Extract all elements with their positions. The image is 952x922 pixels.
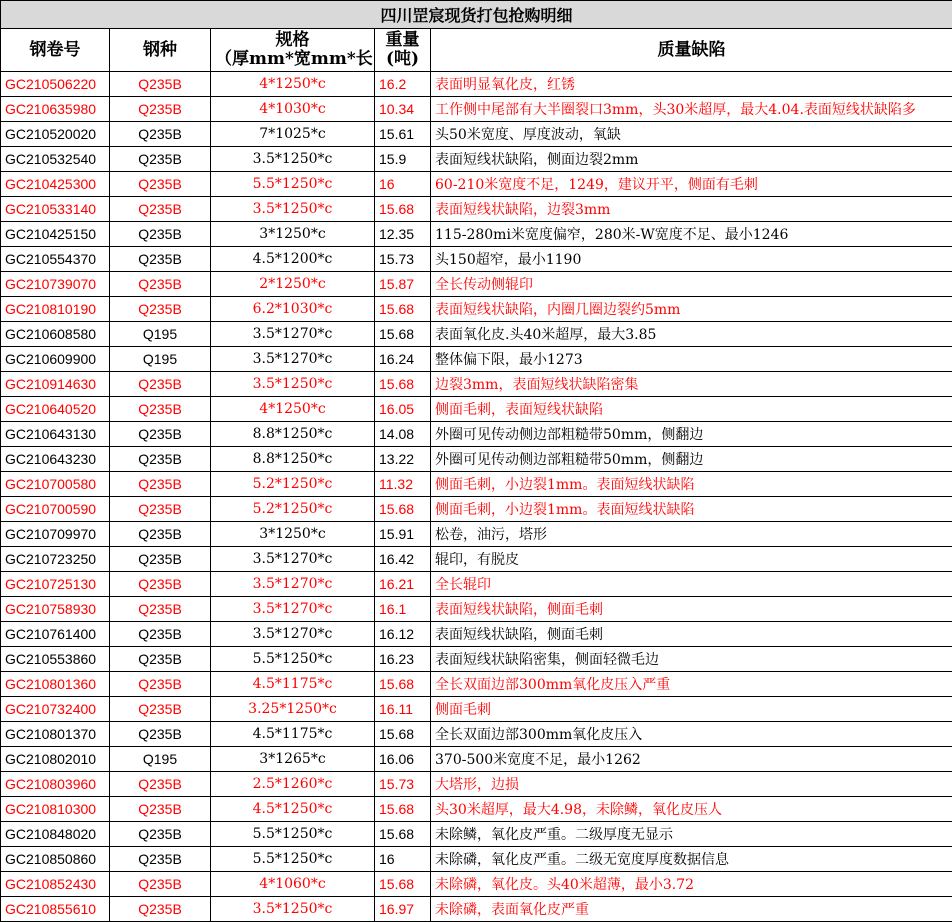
cell-defect: 侧面毛刺，小边裂1mm。表面短线状缺陷 xyxy=(431,472,952,497)
cell-defect: 外圈可见传动侧边部粗糙带50mm，侧翻边 xyxy=(431,447,952,472)
cell-coil-no: GC210802010 xyxy=(1,747,110,772)
cell-grade: Q235B xyxy=(110,297,211,322)
cell-defect: 60-210米宽度不足，1249，建议开平，侧面有毛刺 xyxy=(431,172,952,197)
cell-weight: 15.68 xyxy=(375,497,431,522)
cell-coil-no: GC210700590 xyxy=(1,497,110,522)
cell-coil-no: GC210635980 xyxy=(1,97,110,122)
cell-defect: 侧面毛刺，表面短线状缺陷 xyxy=(431,397,952,422)
cell-defect: 头150超窄，最小1190 xyxy=(431,247,952,272)
table-row xyxy=(1,797,952,822)
cell-defect: 表面短线状缺陷密集，侧面轻微毛边 xyxy=(431,647,952,672)
header-weight-line1: 重量 xyxy=(379,31,426,50)
cell-defect: 侧面毛刺 xyxy=(431,697,952,722)
table-row xyxy=(1,297,952,322)
table-row xyxy=(1,847,952,872)
cell-grade: Q235B xyxy=(110,672,211,697)
cell-weight: 15.61 xyxy=(375,122,431,147)
cell-grade: Q235B xyxy=(110,97,211,122)
cell-weight: 15.73 xyxy=(375,247,431,272)
cell-weight: 16 xyxy=(375,847,431,872)
cell-spec: 3.5*1250*c xyxy=(211,147,375,172)
cell-coil-no: GC210608580 xyxy=(1,322,110,347)
cell-spec: 5.2*1250*c xyxy=(211,472,375,497)
cell-defect: 整体偏下限，最小1273 xyxy=(431,347,952,372)
table-row xyxy=(1,397,952,422)
cell-grade: Q235B xyxy=(110,372,211,397)
cell-spec: 3.25*1250*c xyxy=(211,697,375,722)
cell-weight: 11.32 xyxy=(375,472,431,497)
cell-spec: 3.5*1270*c xyxy=(211,597,375,622)
table-row xyxy=(1,322,952,347)
cell-grade: Q235B xyxy=(110,497,211,522)
table-row xyxy=(1,447,952,472)
cell-grade: Q235B xyxy=(110,172,211,197)
cell-spec: 4*1250*c xyxy=(211,72,375,97)
cell-spec: 5.5*1250*c xyxy=(211,847,375,872)
cell-defect: 表面短线状缺陷，内圈几圈边裂约5mm xyxy=(431,297,952,322)
cell-spec: 3.5*1270*c xyxy=(211,572,375,597)
cell-grade: Q235B xyxy=(110,872,211,897)
table-row xyxy=(1,722,952,747)
cell-grade: Q235B xyxy=(110,247,211,272)
cell-coil-no: GC210520020 xyxy=(1,122,110,147)
cell-grade: Q235B xyxy=(110,772,211,797)
cell-weight: 16.97 xyxy=(375,897,431,922)
cell-defect: 115-280mi米宽度偏窄，280米-W宽度不足、最小1246 xyxy=(431,222,952,247)
cell-spec: 8.8*1250*c xyxy=(211,447,375,472)
table-row xyxy=(1,172,952,197)
cell-spec: 4.5*1175*c xyxy=(211,722,375,747)
cell-grade: Q235B xyxy=(110,397,211,422)
cell-spec: 5.5*1250*c xyxy=(211,647,375,672)
cell-grade: Q235B xyxy=(110,272,211,297)
cell-spec: 3*1250*c xyxy=(211,222,375,247)
cell-weight: 16.06 xyxy=(375,747,431,772)
cell-spec: 5.2*1250*c xyxy=(211,497,375,522)
cell-weight: 15.68 xyxy=(375,822,431,847)
header-spec-line2: （厚mm*宽mm*长 xyxy=(215,50,370,69)
cell-spec: 3*1250*c xyxy=(211,522,375,547)
cell-defect: 头30米超厚，最大4.98，未除鳞，氧化皮压人 xyxy=(431,797,952,822)
table-row xyxy=(1,897,952,922)
cell-coil-no: GC210553860 xyxy=(1,647,110,672)
cell-spec: 3.5*1270*c xyxy=(211,622,375,647)
table-row xyxy=(1,772,952,797)
cell-spec: 8.8*1250*c xyxy=(211,422,375,447)
cell-defect: 头50米宽度、厚度波动，氧缺 xyxy=(431,122,952,147)
cell-weight: 15.9 xyxy=(375,147,431,172)
cell-defect: 工作侧中尾部有大半圈裂口3mm，头30米超厚，最大4.04.表面短线状缺陷多 xyxy=(431,97,952,122)
cell-defect: 表面短线状缺陷，侧面毛刺 xyxy=(431,597,952,622)
cell-coil-no: GC210850860 xyxy=(1,847,110,872)
cell-spec: 2*1250*c xyxy=(211,272,375,297)
table-row xyxy=(1,422,952,447)
cell-coil-no: GC210506220 xyxy=(1,72,110,97)
cell-spec: 5.5*1250*c xyxy=(211,172,375,197)
cell-coil-no: GC210643230 xyxy=(1,447,110,472)
cell-coil-no: GC210533140 xyxy=(1,197,110,222)
cell-defect: 未除鳞，氧化皮严重。二级厚度无显示 xyxy=(431,822,952,847)
table-row xyxy=(1,497,952,522)
cell-weight: 15.68 xyxy=(375,797,431,822)
cell-grade: Q235B xyxy=(110,622,211,647)
cell-coil-no: GC210640520 xyxy=(1,397,110,422)
cell-weight: 16.42 xyxy=(375,547,431,572)
cell-spec: 7*1025*c xyxy=(211,122,375,147)
cell-weight: 15.87 xyxy=(375,272,431,297)
cell-grade: Q235B xyxy=(110,422,211,447)
cell-grade: Q235B xyxy=(110,522,211,547)
cell-grade: Q235B xyxy=(110,147,211,172)
cell-weight: 14.08 xyxy=(375,422,431,447)
cell-coil-no: GC210848020 xyxy=(1,822,110,847)
cell-grade: Q235B xyxy=(110,722,211,747)
cell-defect: 外圈可见传动侧边部粗糙带50mm，侧翻边 xyxy=(431,422,952,447)
cell-grade: Q235B xyxy=(110,572,211,597)
cell-weight: 16.21 xyxy=(375,572,431,597)
cell-defect: 表面氧化皮.头40米超厚，最大3.85 xyxy=(431,322,952,347)
cell-grade: Q235B xyxy=(110,122,211,147)
cell-spec: 6.2*1030*c xyxy=(211,297,375,322)
table-row xyxy=(1,347,952,372)
table-row xyxy=(1,372,952,397)
cell-weight: 16.11 xyxy=(375,697,431,722)
table-row xyxy=(1,622,952,647)
table-row xyxy=(1,822,952,847)
cell-grade: Q235B xyxy=(110,822,211,847)
cell-grade: Q235B xyxy=(110,197,211,222)
cell-grade: Q235B xyxy=(110,447,211,472)
table-row xyxy=(1,97,952,122)
cell-spec: 3.5*1270*c xyxy=(211,347,375,372)
cell-coil-no: GC210725130 xyxy=(1,572,110,597)
cell-weight: 13.22 xyxy=(375,447,431,472)
table-row xyxy=(1,597,952,622)
cell-grade: Q195 xyxy=(110,347,211,372)
cell-defect: 全长双面边部300mm氧化皮压入 xyxy=(431,722,952,747)
table-row xyxy=(1,247,952,272)
header-spec xyxy=(211,29,375,72)
cell-spec: 4*1030*c xyxy=(211,97,375,122)
table-row xyxy=(1,222,952,247)
cell-grade: Q235B xyxy=(110,547,211,572)
table-row xyxy=(1,72,952,97)
cell-grade: Q235B xyxy=(110,697,211,722)
table-row xyxy=(1,747,952,772)
cell-coil-no: GC210810300 xyxy=(1,797,110,822)
cell-grade: Q235B xyxy=(110,847,211,872)
cell-weight: 15.68 xyxy=(375,872,431,897)
table-row xyxy=(1,672,952,697)
table-row xyxy=(1,472,952,497)
cell-weight: 16.24 xyxy=(375,347,431,372)
cell-spec: 3.5*1250*c xyxy=(211,197,375,222)
cell-coil-no: GC210532540 xyxy=(1,147,110,172)
cell-spec: 3*1265*c xyxy=(211,747,375,772)
cell-weight: 15.68 xyxy=(375,197,431,222)
cell-weight: 16.23 xyxy=(375,647,431,672)
cell-spec: 5.5*1250*c xyxy=(211,822,375,847)
cell-spec: 3.5*1270*c xyxy=(211,547,375,572)
table-row xyxy=(1,872,952,897)
cell-coil-no: GC210732400 xyxy=(1,697,110,722)
cell-spec: 3.5*1250*c xyxy=(211,372,375,397)
cell-defect: 未除磷，氧化皮严重。二级无宽度厚度数据信息 xyxy=(431,847,952,872)
cell-weight: 15.68 xyxy=(375,672,431,697)
cell-coil-no: GC210855610 xyxy=(1,897,110,922)
cell-coil-no: GC210803960 xyxy=(1,772,110,797)
cell-spec: 4*1060*c xyxy=(211,872,375,897)
cell-coil-no: GC210810190 xyxy=(1,297,110,322)
cell-grade: Q235B xyxy=(110,222,211,247)
header-defect: 质量缺陷 xyxy=(431,29,952,72)
cell-defect: 表面短线状缺陷，边裂3mm xyxy=(431,197,952,222)
table-row xyxy=(1,647,952,672)
table-row xyxy=(1,122,952,147)
cell-spec: 4*1250*c xyxy=(211,397,375,422)
cell-defect: 松卷，油污，塔形 xyxy=(431,522,952,547)
cell-weight: 15.91 xyxy=(375,522,431,547)
cell-defect: 大塔形，边损 xyxy=(431,772,952,797)
cell-spec: 4.5*1250*c xyxy=(211,797,375,822)
cell-weight: 16.1 xyxy=(375,597,431,622)
cell-defect: 表面短线状缺陷，侧面边裂2mm xyxy=(431,147,952,172)
cell-spec: 3.5*1250*c xyxy=(211,897,375,922)
header-row xyxy=(1,29,952,72)
cell-grade: Q235B xyxy=(110,72,211,97)
header-spec-line1: 规格 xyxy=(215,31,370,50)
cell-defect: 表面短线状缺陷，侧面毛刺 xyxy=(431,622,952,647)
cell-defect: 侧面毛刺，小边裂1mm。表面短线状缺陷 xyxy=(431,497,952,522)
cell-weight: 16.05 xyxy=(375,397,431,422)
cell-weight: 12.35 xyxy=(375,222,431,247)
cell-coil-no: GC210709970 xyxy=(1,522,110,547)
cell-defect: 辊印，有脱皮 xyxy=(431,547,952,572)
cell-defect: 表面明显氧化皮，红锈 xyxy=(431,72,952,97)
cell-coil-no: GC210723250 xyxy=(1,547,110,572)
cell-coil-no: GC210761400 xyxy=(1,622,110,647)
cell-grade: Q235B xyxy=(110,647,211,672)
cell-coil-no: GC210758930 xyxy=(1,597,110,622)
cell-coil-no: GC210609900 xyxy=(1,347,110,372)
cell-defect: 未除磷，表面氧化皮严重 xyxy=(431,897,952,922)
header-coil-no: 钢卷号 xyxy=(1,29,110,72)
cell-weight: 16.2 xyxy=(375,72,431,97)
table-row xyxy=(1,197,952,222)
cell-defect: 全长双面边部300mm氧化皮压入严重 xyxy=(431,672,952,697)
header-grade: 钢种 xyxy=(110,29,211,72)
cell-grade: Q235B xyxy=(110,797,211,822)
cell-coil-no: GC210425300 xyxy=(1,172,110,197)
cell-weight: 15.68 xyxy=(375,297,431,322)
title-row xyxy=(1,1,952,29)
cell-spec: 3.5*1270*c xyxy=(211,322,375,347)
cell-coil-no: GC210739070 xyxy=(1,272,110,297)
cell-weight: 15.68 xyxy=(375,372,431,397)
header-weight xyxy=(375,29,431,72)
cell-weight: 15.68 xyxy=(375,322,431,347)
cell-spec: 2.5*1260*c xyxy=(211,772,375,797)
cell-weight: 16 xyxy=(375,172,431,197)
cell-coil-no: GC210914630 xyxy=(1,372,110,397)
cell-weight: 15.68 xyxy=(375,722,431,747)
table-row xyxy=(1,572,952,597)
table-row xyxy=(1,272,952,297)
cell-coil-no: GC210801370 xyxy=(1,722,110,747)
cell-spec: 4.5*1200*c xyxy=(211,247,375,272)
cell-defect: 全长辊印 xyxy=(431,572,952,597)
table-row xyxy=(1,522,952,547)
cell-coil-no: GC210643130 xyxy=(1,422,110,447)
cell-weight: 16.12 xyxy=(375,622,431,647)
cell-grade: Q235B xyxy=(110,597,211,622)
cell-coil-no: GC210852430 xyxy=(1,872,110,897)
cell-weight: 10.34 xyxy=(375,97,431,122)
cell-weight: 15.73 xyxy=(375,772,431,797)
cell-coil-no: GC210700580 xyxy=(1,472,110,497)
cell-coil-no: GC210801360 xyxy=(1,672,110,697)
cell-defect: 边裂3mm，表面短线状缺陷密集 xyxy=(431,372,952,397)
table-row xyxy=(1,147,952,172)
cell-defect: 370-500米宽度不足，最小1262 xyxy=(431,747,952,772)
header-weight-line2: (吨) xyxy=(379,50,426,69)
cell-grade: Q195 xyxy=(110,322,211,347)
cell-coil-no: GC210425150 xyxy=(1,222,110,247)
table-row xyxy=(1,697,952,722)
cell-coil-no: GC210554370 xyxy=(1,247,110,272)
cell-grade: Q235B xyxy=(110,897,211,922)
table-row xyxy=(1,547,952,572)
cell-defect: 全长传动侧辊印 xyxy=(431,272,952,297)
cell-grade: Q195 xyxy=(110,747,211,772)
cell-grade: Q235B xyxy=(110,472,211,497)
cell-spec: 4.5*1175*c xyxy=(211,672,375,697)
cell-defect: 未除磷，氧化皮。头40米超薄，最小3.72 xyxy=(431,872,952,897)
table-title: 四川罡宸现货打包抢购明细 xyxy=(1,1,952,29)
